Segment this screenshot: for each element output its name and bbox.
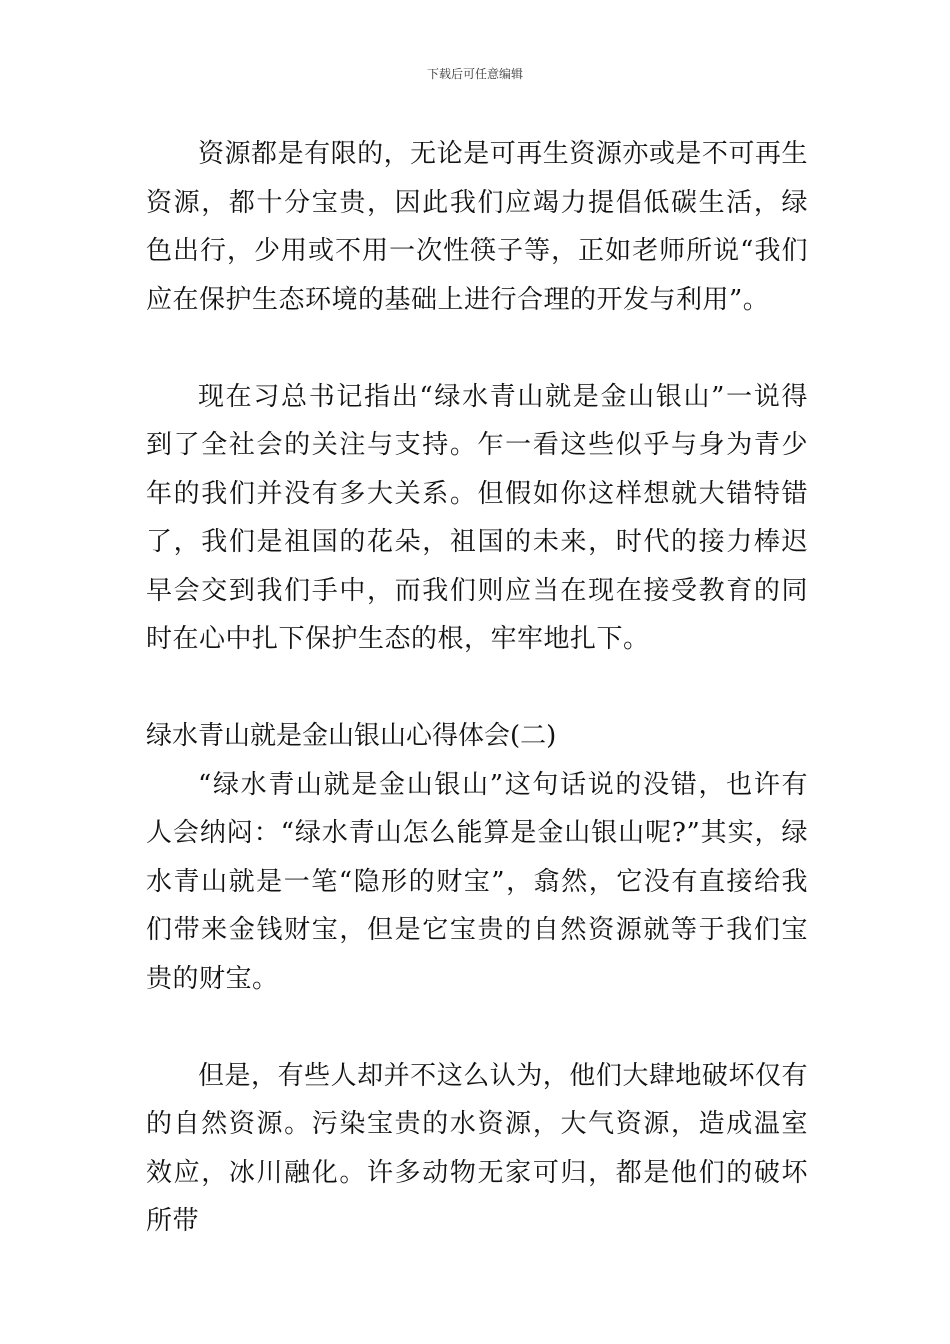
- page-header-note: 下载后可任意编辑: [426, 67, 523, 81]
- paragraph-resources: 资源都是有限的，无论是可再生资源亦或是不可再生资源，都十分宝贵，因此我们应竭力提倡低碳生活，绿色出行，少用或不用一次性筷子等，正如老师所说“我们应在保护生态环境的基础上进行合理的开发与利用”。: [146, 139, 808, 315]
- paragraph-gap: [146, 324, 808, 373]
- paragraph-green-mountains: 现在习总书记指出“绿水青山就是金山银山”一说得到了全社会的关注与支持。乍一看这些似乎与身为青少年的我们并没有多大关系。但假如你这样想就大错特错了，我们是祖国的花朵，祖国的未来，时代的接力棒迟早会交到我们手中，而我们则应当在现在接受教育的同时在心中扎下保护生态的根，牢牢地扎下。: [146, 381, 808, 654]
- document-body: [146, 130, 808, 1246]
- paragraph-hidden-treasure: “绿水青山就是金山银山”这句话说的没错，也许有人会纳闷：“绿水青山怎么能算是金山银山呢?”其实，绿水青山就是一笔“隐形的财宝”，翕然，它没有直接给我们带来金钱财宝，但是它宝贵的自然资源就等于我们宝贵的财宝。: [146, 769, 808, 994]
- section-title: 绿水青山就是金山银山心得体会(二): [146, 721, 557, 751]
- paragraph-gap: [146, 1003, 808, 1052]
- paragraph-gap: [146, 664, 808, 713]
- paragraph-destruction: 但是，有些人却并不这么认为，他们大肆地破坏仅有的自然资源。污染宝贵的水资源，大气资源，造成温室效应，冰川融化。许多动物无家可归，都是他们的破坏所带: [146, 1060, 808, 1236]
